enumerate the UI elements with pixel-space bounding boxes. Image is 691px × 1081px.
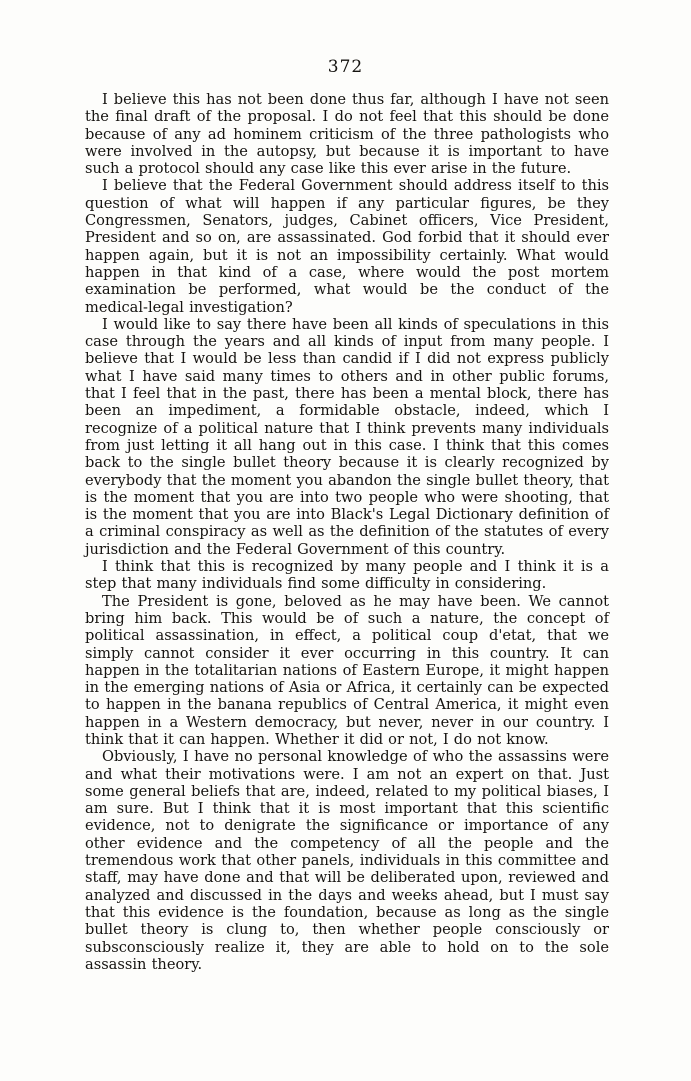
paragraph-5: The President is gone, beloved as he may have been. We cannot bring him back. This would be of such a nature, the concept of political assassination, in effect, a political coup d'etat, that we simply cannot consider it ever occurring in this country. It can happen in the totalitarian nations of Eastern Europe, it might happen in the emerging nations of Asia or Africa, it certainly can be expected to happen in the banana republics of Central America, it might even happen in a Western democracy, but never, never in our country. I think that it can happen. Whether it did or not, I do not know.	[85, 592, 609, 748]
paragraph-2: I believe that the Federal Government should address itself to this question of what will happen if any particular figures, be they Congressmen, Senators, judges, Cabinet officers, Vice President, President and so on, are assassinated. God forbid that it should ever happen again, but it is not an impossibility certainly. What would happen in that kind of a case, where would the post mortem examination be performed, what would be the conduct of the medical-legal investigation?	[85, 177, 609, 316]
text-block	[85, 91, 609, 973]
paragraph-4: I think that this is recognized by many people and I think it is a step that many individuals find some difficulty in considering.	[85, 558, 609, 593]
page-number: 372	[327, 57, 364, 77]
paragraph-1: I believe this has not been done thus far, although I have not seen the final draft of the proposal. I do not feel that this should be done because of any ad hominem criticism of the three pathologists who were involved in the autopsy, but because it is important to have such a protocol should any case like this ever arise in the future.	[85, 91, 609, 178]
paragraph-6: Obviously, I have no personal knowledge of who the assassins were and what their motivations were. I am not an expert on that. Just some general beliefs that are, indeed, related to my political biases, I am sure. But I think that it is most important that this scientific evidence, not to denigrate the significance or importance of any other evidence and the competency of all the people and the tremendous work that other panels, individuals in this committee and staff, may have done and that will be deliberated upon, reviewed and analyzed and discussed in the days and weeks ahead, but I must say that this evidence is the foundation, because as long as the single bullet theory is clung to, then whether people consciously or subsconsciously realize it, they are able to hold on to the sole assassin theory.	[85, 748, 609, 973]
paragraph-3: I would like to say there have been all kinds of speculations in this case through the years and all kinds of input from many people. I believe that I would be less than candid if I did not express publicly what I have said many times to others and in other public forums, that I feel that in the past, there has been a mental block, there has been an impediment, a formidable obstacle, indeed, which I recognize of a political nature that I think prevents many individuals from just letting it all hang out in this case. I think that this comes back to the single bullet theory because it is clearly recognized by everybody that the moment you abandon the single bullet theory, that is the moment that you are into two people who were shooting, that is the moment that you are into Black's Legal Dictionary definition of a criminal conspiracy as well as the definition of the statutes of every jurisdiction and the Federal Government of this country.	[85, 315, 609, 558]
